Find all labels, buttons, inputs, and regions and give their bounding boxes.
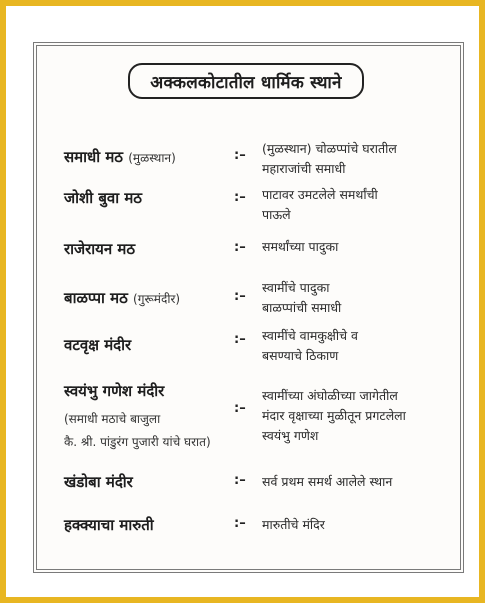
entry-name [64,188,142,208]
entry-name-note: (मुळस्थान) [128,151,176,165]
description-line: स्वामींचे वामकुक्षीचे व [262,328,358,343]
entry-name [64,335,131,355]
entry-description [262,515,325,535]
entry-name-text: जोशी बुवा मठ [64,189,143,207]
description-line: मारुतीचे मंदिर [262,517,325,532]
description-line: बसण्याचे ठिकाण [262,348,339,363]
separator: :– [234,473,246,488]
separator: :– [234,289,246,304]
description-line: मंदार वृक्षाच्या मुळीतून प्रगटलेला [262,408,406,423]
entry-name-text: स्वयंभु गणेश मंदीर [64,382,165,400]
separator: :– [234,240,246,255]
entry-subnote: कै. श्री. पांडुरंग पुजारी यांचे घरात) [64,435,211,449]
entry-name-text: हक्क्याचा मारुती [64,516,154,534]
entry-name-text: खंडोबा मंदीर [64,473,133,491]
entry-name-text: राजेरायन मठ [64,240,136,258]
entry-description [262,472,392,492]
entry-name [64,288,180,308]
entry-description [262,326,358,366]
description-line: स्वामींचे पादुका [262,280,330,295]
description-line: सर्व प्रथम समर्थ आलेले स्थान [262,474,393,489]
separator: :– [234,332,246,347]
entry-name [64,147,176,167]
separator: :– [234,401,246,416]
entry-description [262,386,406,446]
separator: :– [234,148,246,163]
description-line: समर्थांच्या पादुका [262,239,339,254]
entry-name [64,472,133,492]
entry-name [64,381,164,401]
description-line: पाटावर उमटलेले समर्थांची [262,187,378,202]
description-line: स्वामींच्या अंघोळीच्या जागेतील [262,388,398,403]
description-line: स्वयंभु गणेश [262,428,319,443]
description-line: (मुळस्थान) चोळप्पांचे घरातील [262,141,397,156]
entry-name-text: बाळप्पा मठ [64,289,128,307]
separator: :– [234,516,246,531]
entry-name-note: (गुरूमंदीर) [133,292,181,306]
description-line: पाऊले [262,207,291,222]
entry-description [262,278,341,318]
entry-subnote: (समाधी मठाचे बाजुला [64,412,161,426]
entry-name-text: समाधी मठ [64,148,124,166]
entry-name-text: वटवृक्ष मंदीर [64,336,132,354]
entry-name [64,239,135,259]
entry-description [262,139,397,179]
separator: :– [234,190,246,205]
page-title: अक्कलकोटातील धार्मिक स्थाने [128,63,364,99]
entry-description [262,185,378,225]
entry-name [64,515,154,535]
entry-description [262,237,338,257]
description-line: महाराजांची समाधी [262,161,346,176]
description-line: बाळप्पांची समाधी [262,300,342,315]
